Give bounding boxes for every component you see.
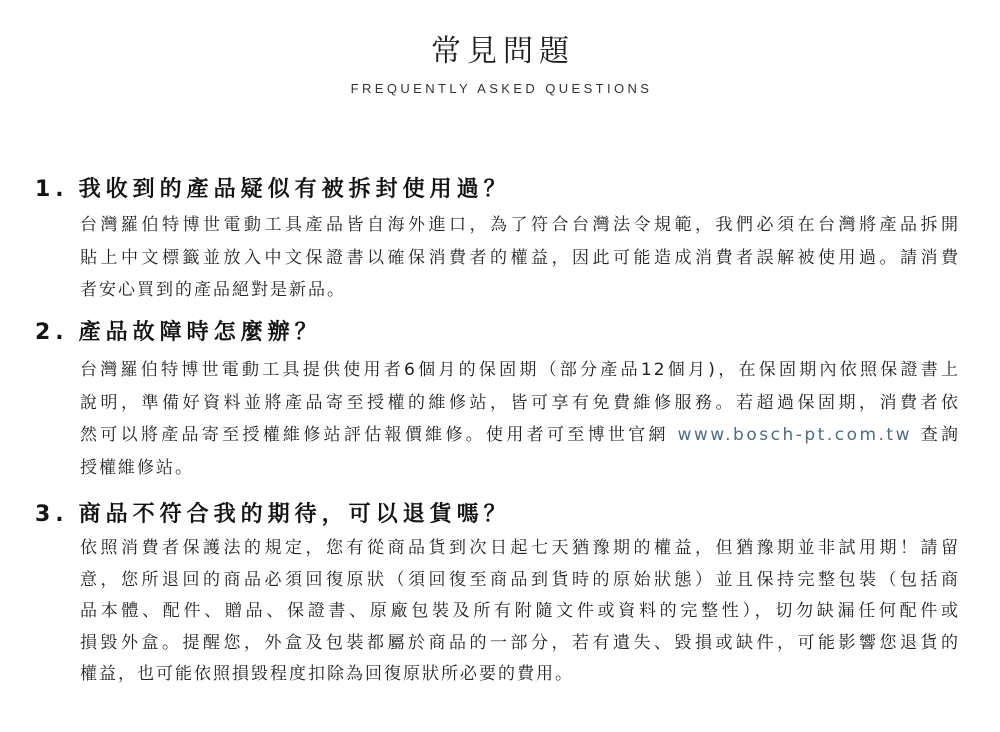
page-title: 常見問題: [431, 34, 575, 69]
answer-line: 者安心買到的產品絕對是新品。: [80, 280, 346, 300]
answer-line: 說明，準備好資料並將產品寄至授權的維修站，皆可享有免費維修服務。若超過保固期，消費者依: [80, 392, 960, 413]
answer-line-text: 然可以將產品寄至授權維修站評估報價維修。使用者可至博世官網: [80, 425, 669, 446]
answer-line-with-link: [80, 419, 960, 452]
answer-line-text: 查詢: [920, 425, 960, 446]
faq-question-2: [35, 318, 965, 348]
faq-answer-1: [80, 209, 960, 307]
faq-question-3: [35, 500, 965, 530]
answer-line: 貼上中文標籤並放入中文保證書以確保消費者的權益，因此可能造成消費者誤解被使用過。請消費: [80, 247, 960, 268]
faq-number: 1.: [35, 177, 69, 202]
answer-line: 損毀外盒。提醒您，外盒及包裝都屬於商品的一部分，若有遺失、毀損或缺件，可能影響您退貨的: [80, 632, 960, 653]
faq-question-text: 我收到的產品疑似有被拆封使用過？: [78, 177, 511, 202]
answer-line: 權益，也可能依照損毀程度扣除為回復原狀所必要的費用。: [80, 664, 574, 684]
page-subtitle: FREQUENTLY ASKED QUESTIONS: [350, 81, 653, 96]
faq-question-text: 商品不符合我的期待，可以退貨嗎？: [78, 502, 511, 527]
answer-line: 台灣羅伯特博世電動工具產品皆自海外進口，為了符合台灣法令規範，我們必須在台灣將產品拆開: [80, 215, 960, 235]
faq-question-text: 產品故障時怎麼辦？: [78, 320, 322, 345]
faq-number: 3.: [35, 502, 69, 527]
answer-line: 授權維修站。: [80, 458, 194, 479]
faq-question-1: [35, 175, 965, 205]
faq-answer-2: [80, 354, 960, 485]
answer-line: 依照消費者保護法的規定，您有從商品貨到次日起七天猶豫期的權益，但猶豫期並非試用期！請留: [80, 538, 960, 558]
bosch-website-link[interactable]: www.bosch-pt.com.tw: [677, 425, 912, 446]
answer-line: 台灣羅伯特博世電動工具提供使用者6個月的保固期（部分產品12個月)，在保固期內依照保證書上: [80, 360, 960, 380]
faq-answer-3: [80, 533, 960, 691]
faq-number: 2.: [35, 320, 69, 345]
answer-line: 意，您所退回的商品必須回復原狀（須回復至商品到貨時的原始狀態）並且保持完整包裝（包括商: [80, 569, 960, 590]
answer-line: 品本體、配件、贈品、保證書、原廠包裝及所有附隨文件或資料的完整性），切勿缺漏任何配件或: [80, 601, 960, 621]
